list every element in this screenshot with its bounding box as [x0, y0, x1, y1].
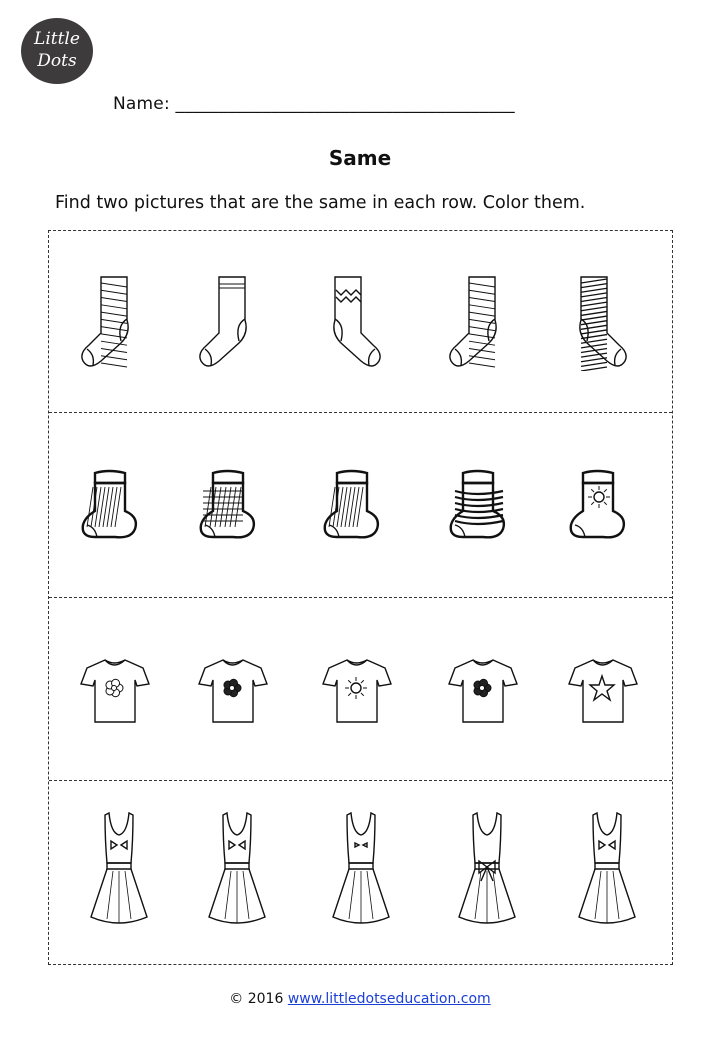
instructions: Find two pictures that are the same in each row. Color them. [55, 193, 586, 213]
row-short-socks [49, 413, 672, 598]
plaid-short-sock-icon[interactable] [197, 469, 263, 545]
sun-tshirt-icon[interactable] [321, 656, 393, 730]
plain-sock-icon[interactable] [197, 275, 259, 375]
patterned-short-sock-icon[interactable] [447, 469, 513, 545]
name-field[interactable] [113, 94, 515, 114]
bow-dress-icon[interactable] [567, 811, 647, 933]
name-label: Name: [113, 94, 170, 114]
zigzag-sock-icon[interactable] [321, 275, 383, 375]
striped-sock-icon[interactable] [79, 275, 141, 375]
dark-flower-tshirt-icon[interactable] [447, 656, 519, 730]
bow-dress-icon[interactable] [197, 811, 277, 933]
dark-flower-tshirt-icon[interactable] [197, 656, 269, 730]
row-dresss [49, 781, 672, 966]
vertical-striped-short-sock-icon[interactable] [321, 469, 387, 545]
name-blank: _______________________________________ [175, 94, 515, 114]
sun-short-sock-icon[interactable] [567, 469, 633, 545]
row-socks [49, 231, 672, 413]
logo-line2: Dots [37, 51, 77, 71]
footer [0, 991, 720, 1007]
waist-bow-dress-icon[interactable] [447, 811, 527, 933]
row-tshirts [49, 598, 672, 781]
flower-outline-tshirt-icon[interactable] [79, 656, 151, 730]
vertical-striped-short-sock-icon[interactable] [79, 469, 145, 545]
exercise-box [48, 230, 673, 965]
copyright: © 2016 [229, 991, 284, 1007]
star-tshirt-icon[interactable] [567, 656, 639, 730]
striped-sock-icon[interactable] [447, 275, 509, 375]
bow-dress-icon[interactable] [79, 811, 159, 933]
dense-striped-sock-icon[interactable] [567, 275, 629, 375]
website-link[interactable]: www.littledotseducation.com [287, 991, 491, 1007]
page-title: Same [328, 146, 392, 170]
small-bow-dress-icon[interactable] [321, 811, 401, 933]
little-dots-logo [21, 18, 93, 84]
logo-line1: Little [34, 29, 80, 49]
